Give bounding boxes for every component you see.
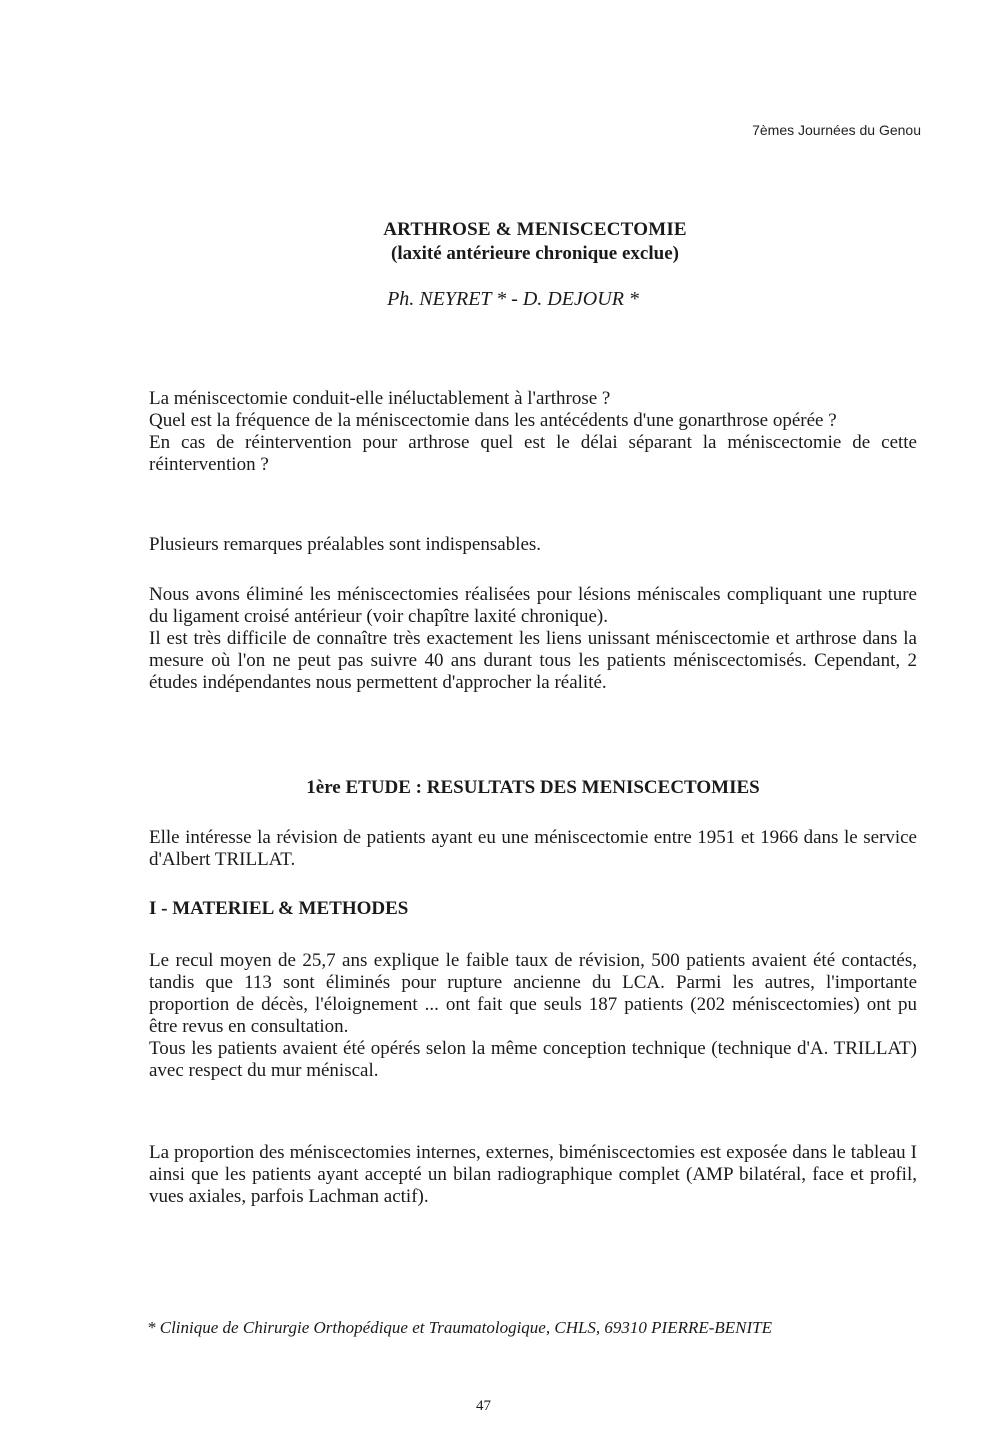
authors: Ph. NEYRET * - D. DEJOUR * xyxy=(387,288,639,310)
remarks-text: Plusieurs remarques préalables sont indispensables. xyxy=(149,534,542,555)
subsection-heading: I - MATERIEL & METHODES xyxy=(149,898,409,919)
proportion-paragraph xyxy=(149,1142,917,1208)
paragraph-difficult: Il est très difficile de connaître très exactement les liens unissant méniscectomie et arthrose dans la mesure où l'on ne peut pas suivre 40 ans durant tous les patients méniscectomisés. Cependant, 2 études indépendantes nous permettent d'approcher la réalité. xyxy=(149,628,917,693)
title-line-2: (laxité antérieure chronique exclue) xyxy=(391,243,679,264)
running-header: 7èmes Journées du Genou xyxy=(752,122,921,138)
paragraph-technique: Tous les patients avaient été opérés selon la même conception technique (technique d'A. TRILLAT) avec respect du mur méniscal. xyxy=(149,1038,917,1081)
elimination-paragraphs xyxy=(149,584,917,694)
article-title xyxy=(0,218,987,266)
paragraph-recul: Le recul moyen de 25,7 ans explique le faible taux de révision, 500 patients avaient été contactés, tandis que 113 sont éliminés pour rupture ancienne du LCA. Parmi les autres, l'importante proportion de décès, l'éloignement ... ont fait que seuls 187 patients (202 méniscectomies) ont pu être revus en consultation. xyxy=(149,950,917,1037)
section-1-heading: 1ère ETUDE : RESULTATS DES MENISCECTOMIES xyxy=(306,777,760,798)
methods-paragraphs xyxy=(149,950,917,1082)
paragraph-eliminated: Nous avons éliminé les méniscectomies réalisées pour lésions méniscales compliquant une rupture du ligament croisé antérieur (voir chapître laxité chronique). xyxy=(149,584,917,627)
page-number xyxy=(0,1398,987,1415)
section-1-paragraph xyxy=(149,827,917,871)
title-line-1: ARTHROSE & MENISCECTOMIE xyxy=(383,219,687,240)
remarks-paragraph xyxy=(149,534,917,556)
intro-question-2: Quel est la fréquence de la méniscectomie dans les antécédents d'une gonarthrose opérée ? xyxy=(149,410,837,431)
intro-question-1: La méniscectomie conduit-elle inéluctablement à l'arthrose ? xyxy=(149,388,611,409)
page-number-text: 47 xyxy=(476,1398,491,1414)
footnote: * Clinique de Chirurgie Orthopédique et Traumatologique, CHLS, 69310 PIERRE-BENITE xyxy=(147,1318,773,1337)
intro-questions xyxy=(149,388,917,476)
intro-question-3: En cas de réintervention pour arthrose quel est le délai séparant la méniscectomie de cette réintervention ? xyxy=(149,432,917,475)
proportion-text: La proportion des méniscectomies internes, externes, biméniscectomies est exposée dans le tableau I ainsi que les patients ayant accepté un bilan radiographique complet (AMP bilatéral, face et profil, vues axiales, parfois Lachman actif). xyxy=(149,1142,917,1207)
section-1-text: Elle intéresse la révision de patients ayant eu une méniscectomie entre 1951 et 1966 dans le service d'Albert TRILLAT. xyxy=(149,827,917,870)
